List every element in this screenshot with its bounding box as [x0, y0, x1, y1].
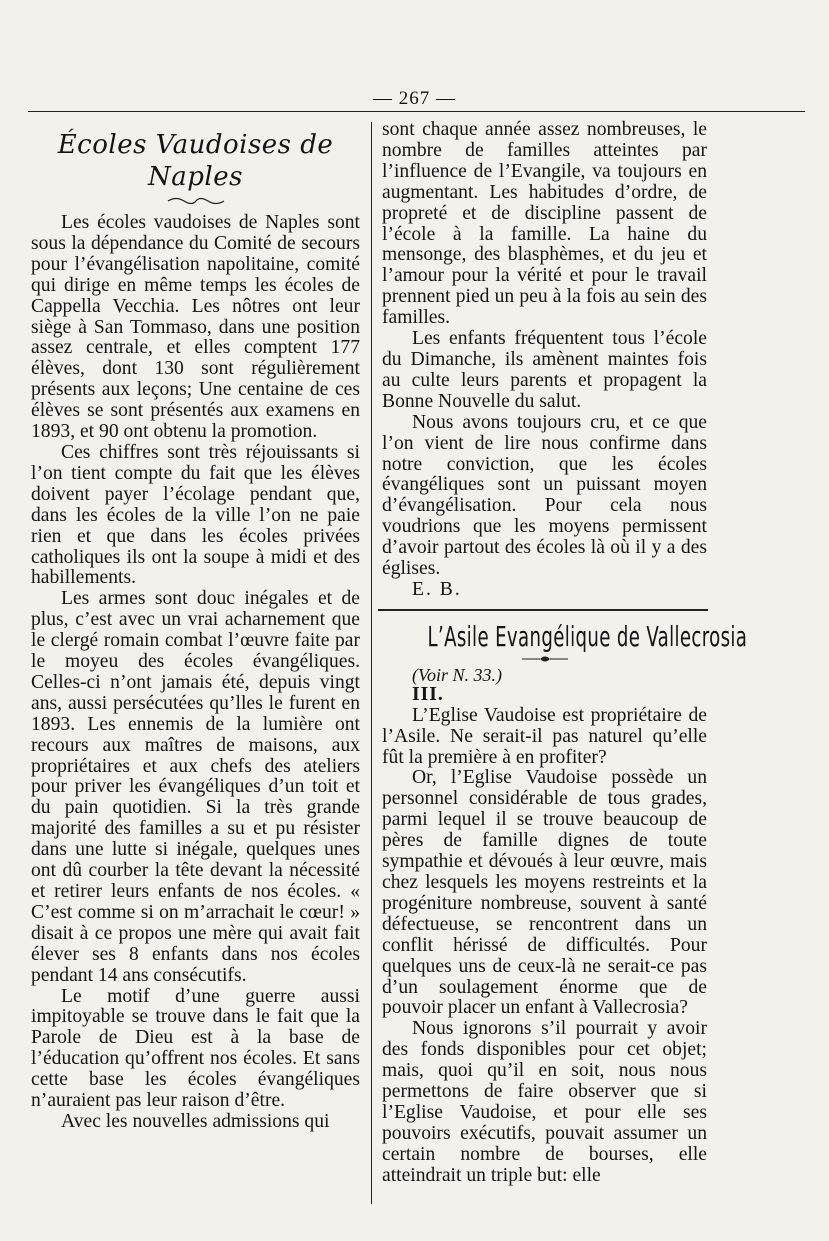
signature: E. B.: [412, 578, 462, 600]
left-column: [31, 120, 360, 1133]
article-title-naples: Écoles Vaudoises de Naples: [57, 130, 334, 192]
right-column: [382, 119, 748, 1187]
reference-note: (Voir N. 33.): [412, 664, 502, 685]
paragraph: Nous avons toujours cru, et ce que l’on vient de lire nous confirme dans notre conviction, que les écoles évangéliques sont un puissant moyen d’évangélisation. Pour cela nous voudrions que les moyens permissent d’avoir partout des écoles là où il y a des églises.: [382, 411, 707, 580]
paragraph: Nous ignorons s’il pourrait y avoir des fonds disponibles pour cet objet; mais, quoi qu’il en soit, nous nous permettons de faire observer que si l’Eglise Vaudoise, et pour elle ses pouvoirs exécutifs, pouvait assumer un certain nombre de bourses, elle atteindrait un triple but: elle: [382, 1018, 707, 1186]
paragraph: Les écoles vaudoises de Naples sont sous la dépendance du Comité de secours pour l’évangélisation napolitaine, comité qui dirige en même temps les écoles de Cappella Vecchia. Les nôtres ont leur siège à San Tommaso, dans une position assez centrale, et elles comptent 177 élèves, dont 130 sont régulièrement présents aux leçons; Une centaine de ces élèves se sont présentés aux examens en 1893, et 90 ont obtenu la promotion.: [31, 212, 360, 443]
column-divider: [371, 122, 372, 1204]
paragraph: Les enfants fréquentent tous l’école du Dimanche, ils amènent maintes fois au culte leurs parents et propagent la Bonne Nouvelle du salut.: [382, 328, 707, 412]
paragraph: Les armes sont douc inégales et de plus, c’est avec un vrai acharnement que le clergé romain combat l’œuvre faite par le moyeu des écoles évangéliques. Celles-ci n’ont jamais été, depuis vingt ans, aussi persécutées qu’lles le furent en 1893. Les ennemis de la lumière ont recours aux maîtres de maisons, aux propriétaires et aux chefs des ateliers pour priver les évangéliques d’un toit et du pain quotidien. Si la très grande majorité des familles a su et pu résister dans une lutte si inégale, quelques unes ont dû courber la tête devant la nécessité et retirer leurs enfants de nos écoles. « C’est comme si on m’arrachait le cœur! » disait à ce propos une mère qui avait fait élever ses 8 enfants dans nos écoles pendant 14 ans consécutifs.: [31, 588, 360, 986]
part-number: III.: [412, 683, 444, 705]
paragraph: Le motif d’une guerre aussi impitoyable se trouve dans le fait que la Parole de Dieu est à la base de l’éducation qu’offrent nos écoles. Et sans cette base les écoles évangéliques n’auraient pas leur raison d’être.: [31, 985, 360, 1112]
article-title-vallecrosia: L’Asile Evangélique de Vallecrosia: [427, 619, 748, 653]
page-number: — 267 —: [373, 88, 456, 109]
header-rule: [28, 111, 805, 112]
paragraph: L’Eglise Vaudoise est propriétaire de l’Asile. Ne serait-il pas naturel qu’elle fût la première à en profiter?: [382, 704, 707, 768]
section-divider: [378, 609, 708, 611]
paragraph: Ces chiffres sont très réjouissants si l’on tient compte du fait que les élèves doivent payer l’écolage pendant que, dans les écoles de la ville l’on ne paie rien et que dans les écoles privées catholiques ils ont la soupe à midi et des habillements.: [31, 441, 360, 589]
title-ornament: [520, 654, 570, 664]
paragraph: Or, l’Eglise Vaudoise possède un personnel considérable de tous grades, parmi lequel il se trouve beaucoup de pères de famille dignes de toute sympathie et dévoués à leur œuvre, mais chez lesquels les moyens restreints et la progéniture nombreuse, souvent à santé défectueuse, se rencontrent dans un conflit hérissé de difficultés. Pour quelques uns de ceux-là ne serait-ce pas d’un soulagement énorme que de pouvoir placer un enfant à Vallecrosia?: [382, 767, 707, 1019]
paragraph-continued: sont chaque année assez nombreuses, le nombre de familles atteintes par l’influence de l’Evangile, va toujours en augmentant. Les habitudes d’ordre, de propreté et de discipline passent de l’école à la famille. La haine du mensonge, des blasphèmes, et du jeu et l’amour pour la vérité et pour le travail prennent pied un peu à la fois au sein des familles.: [382, 119, 707, 329]
title-ornament: [166, 195, 226, 207]
paragraph: Avec les nouvelles admissions qui: [61, 1110, 330, 1132]
